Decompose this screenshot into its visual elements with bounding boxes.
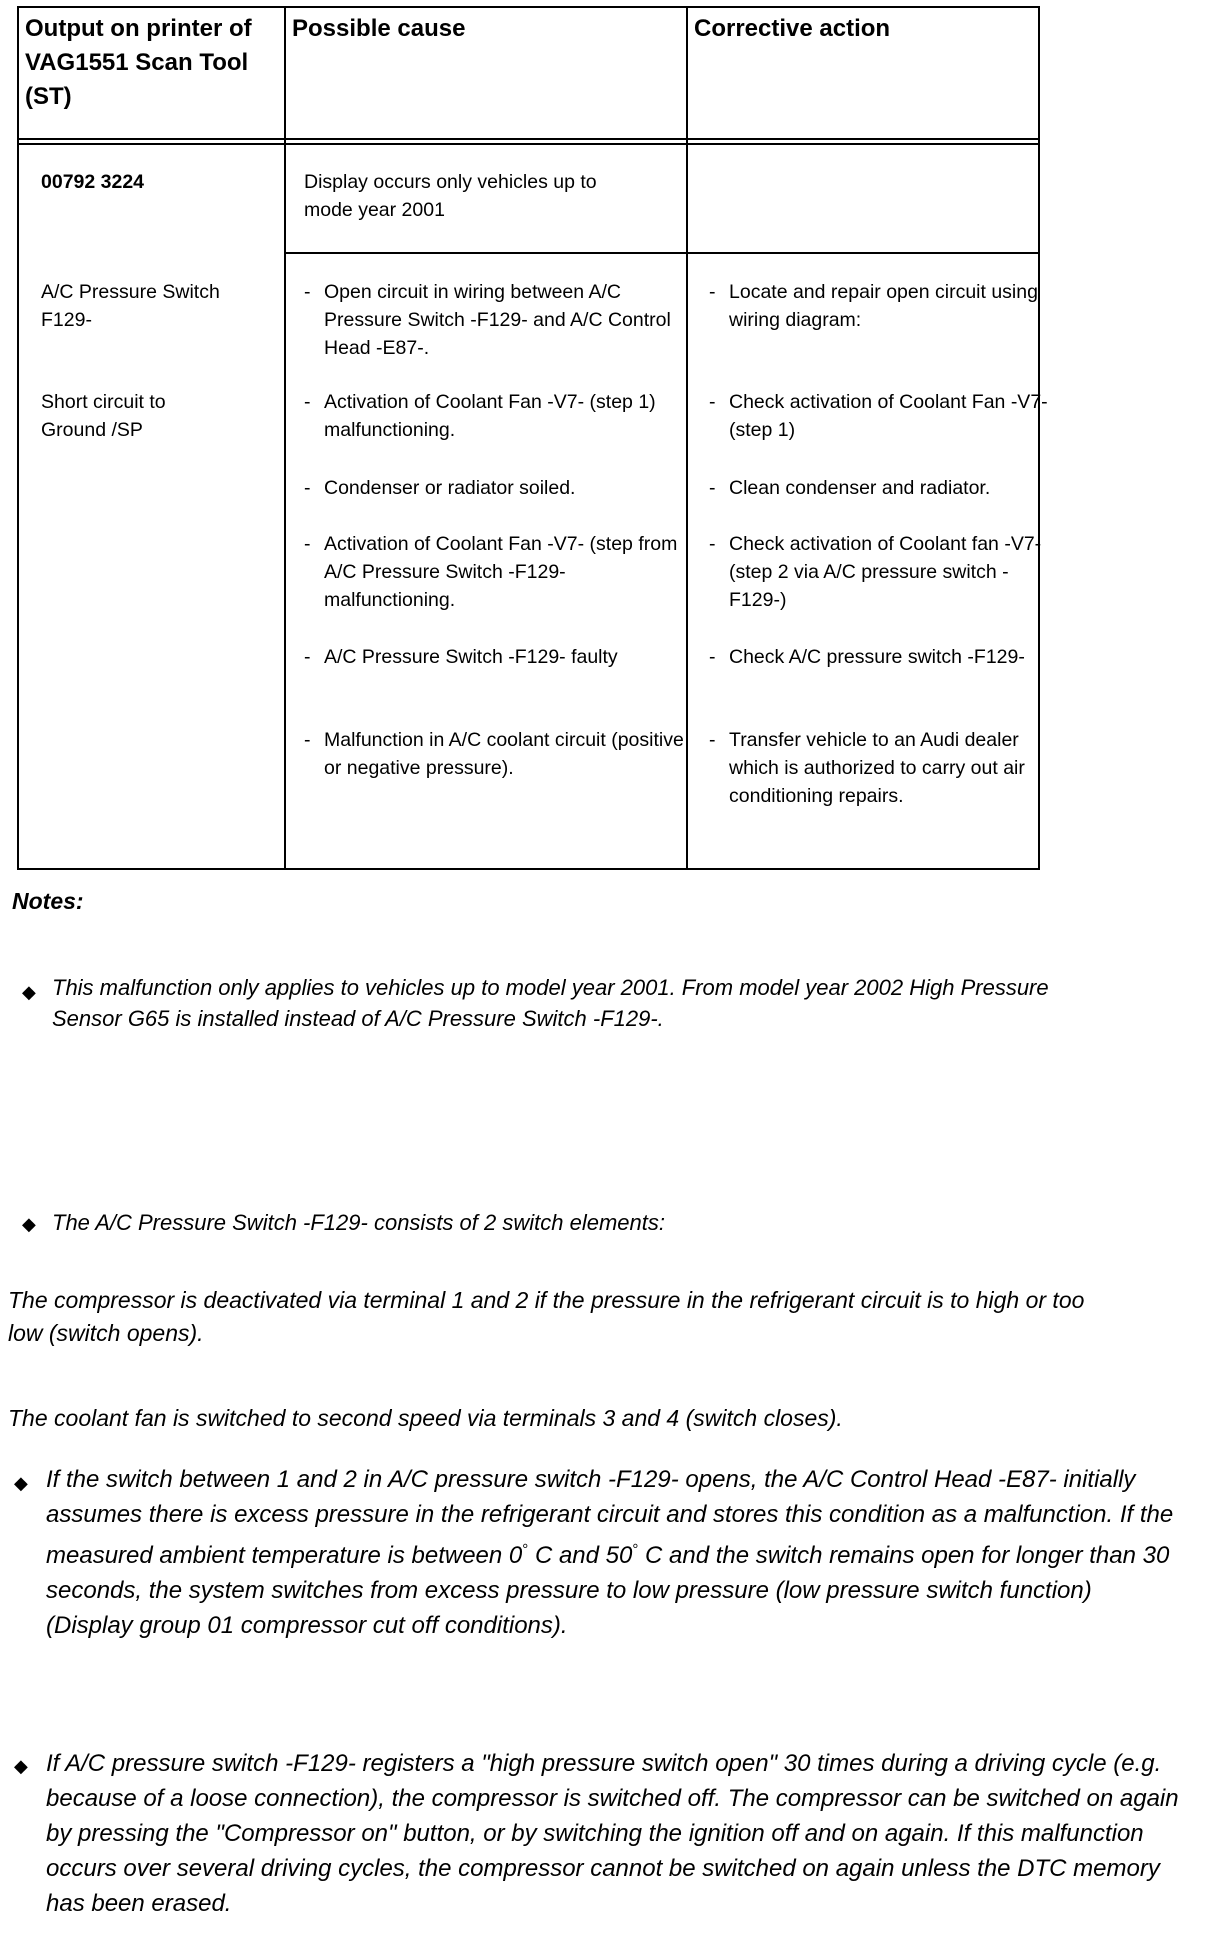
action-item: - Check activation of Coolant Fan -V7- (step 1) [709,391,1048,441]
notes-heading: Notes: [12,888,84,914]
cause-item: - Malfunction in A/C coolant circuit (positive or negative pressure). [304,729,684,779]
header-action: Corrective action [694,15,891,42]
cause-item: - Activation of Coolant Fan -V7- (step 1) malfunctioning. [304,391,656,441]
action-item: - Clean condenser and radiator. [709,477,991,499]
fault-code: 00792 3224 [41,171,145,193]
action-item: - Transfer vehicle to an Audi dealer which is authorized to carry out air conditioning repairs. [709,729,1025,807]
header-divider [19,138,1038,140]
header-divider-2 [19,143,1038,145]
header-output: Output on printer of VAG1551 Scan Tool (ST) [25,15,252,110]
action-item: - Check A/C pressure switch -F129- [709,646,1025,668]
note-switch-opens: If the switch between 1 and 2 in A/C pressure switch -F129- opens, the A/C Control Head -E87- initially assumes there is excess pressure in the refrigerant circuit and stores this condition as a malfunction. If the measured ambient temperature is between 0° C and 50° C and the switch remains open for longer than 30 seconds, the system switches from excess pressure to low pressure (low pressure switch function) (Display group 01 compressor cut off conditions). [46,1466,1174,1639]
action-item: - Check activation of Coolant fan -V7- (step 2 via A/C pressure switch -F129-) [709,533,1042,611]
cause-item: - Condenser or radiator soiled. [304,477,576,499]
row-divider [284,252,1038,254]
bullet-icon: ◆ [22,1214,36,1234]
fault-type: Short circuit to Ground /SP [41,391,166,441]
cause-item: - A/C Pressure Switch -F129- faulty [304,646,618,668]
column-divider-1 [284,8,286,868]
note-switch-elements: The A/C Pressure Switch -F129- consists of 2 switch elements: [52,1210,665,1235]
bullet-icon: ◆ [14,1756,28,1776]
bullet-icon: ◆ [22,982,36,1002]
para-compressor: The compressor is deactivated via terminal 1 and 2 if the pressure in the refrigerant circuit is to high or too low (switch opens). [8,1287,1085,1346]
note-high-pressure-count: If A/C pressure switch -F129- registers a "high pressure switch open" 30 times during a driving cycle (e.g. because of a loose connection), the compressor is switched off. The compressor can be switched on again by pressing the "Compressor on" button, or by switching the ignition off and on again. If this malfunction occurs over several driving cycles, the compressor cannot be switched on again unless the DTC memory has been erased. [46,1750,1179,1917]
cause-item: - Activation of Coolant Fan -V7- (step from A/C Pressure Switch -F129- malfunctioning. [304,533,678,611]
header-cause: Possible cause [292,15,466,42]
diagnostic-table [17,6,1048,870]
para-coolant-fan: The coolant fan is switched to second speed via terminals 3 and 4 (switch closes). [8,1405,843,1431]
note-model-year: This malfunction only applies to vehicles up to model year 2001. From model year 2002 High Pressure Sensor G65 is installed instead of A/C Pressure Switch -F129-. [52,975,1049,1031]
component-name: A/C Pressure Switch F129- [41,281,220,331]
cause-item: - Open circuit in wiring between A/C Pressure Switch -F129- and A/C Control Head -E87-. [304,281,671,359]
display-note: Display occurs only vehicles up to mode year 2001 [304,171,597,221]
bullet-icon: ◆ [14,1473,28,1493]
action-item: - Locate and repair open circuit using wiring diagram: [709,281,1038,331]
